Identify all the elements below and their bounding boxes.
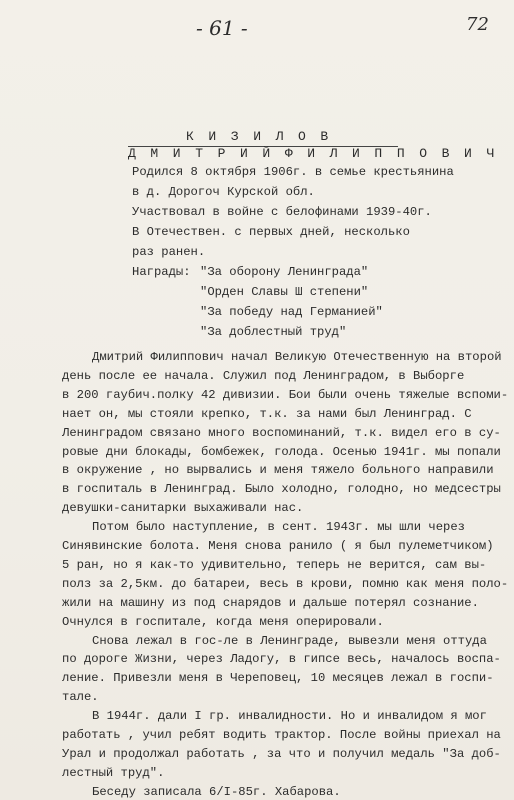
body-line: в 200 гаубич.полку 42 дивизии. Бои были очень тяжелые вспоми- [62,387,509,402]
award-item: "Орден Славы Ш степени" [200,285,369,299]
body-line: Потом было наступление, в сент. 1943г. мы шли через [92,520,465,535]
award-item: "За доблестный труд" [200,325,347,339]
body-line: Урал и продолжал работать , за что и получил медаль "За доб- [62,746,501,761]
body-line: по дороге Жизни, через Ладогу, в гипсе весь, началось воспа- [62,652,501,667]
award-item: "За победу над Германией" [200,305,383,319]
body-line: в окружение , но вырвались и меня тяжело больного направили [62,463,494,478]
body-line: ление. Привезли меня в Череповец, 10 месяцев лежал в госпи- [62,671,494,686]
body-line: девушки-санитарки выхаживали нас. [62,501,304,516]
surname-heading: К И З И Л О В [186,129,332,144]
body-line: Дмитрий Филиппович начал Великую Отечественную на второй [92,350,502,364]
body-line: Очнулся в госпитале, когда меня оперировали. [62,614,384,629]
body-line: нает он, мы стояли крепко, т.к. за нами был Ленинград. С [62,406,472,421]
body-line: Снова лежал в гос-ле в Ленинграде, вывезли меня оттуда [92,633,487,648]
body-line: Ленинградом связано много воспоминаний, т.к. видел его в су- [62,425,501,440]
bio-line-5: раз ранен. [132,245,206,259]
archive-number: 72 [466,14,489,35]
body-line: Синявинские болота. Меня снова ранило ( я был пулеметчиком) [62,539,494,553]
page-number: - 61 - [196,16,248,40]
body-line: в госпиталь в Ленинград. Было холодно, голодно, но медсестры [62,482,501,497]
body-line: тале. [62,690,99,705]
bio-line-3: Участвовал в войне с белофинами 1939-40г. [132,205,432,219]
award-item: "За оборону Ленинграда" [200,265,369,279]
body-line: день после ее начала. Служил под Ленинградом, в Выборге [62,368,465,383]
signature-line: Беседу записала 6/I-85г. Хабарова. [92,784,341,799]
body-line: работать , учил ребят водить трактор. После войны приехал на [62,728,501,742]
awards-label: Награды: [132,265,191,279]
bio-line-2: в д. Дорогоч Курской обл. [132,185,315,199]
body-line: 5 ран, но я как-то удивительно, теперь не верится, сам вы- [62,557,487,572]
body-line: ровые дни блокады, бомбежек, голода. Осенью 1941г. мы попали [62,444,501,459]
body-line: жили на машину из под снарядов и дальше потерял сознание. [62,595,479,610]
name-patronymic-heading: Д М И Т Р И Й Ф И Л И П П О В И Ч [128,146,498,161]
bio-line-4: В Отечествен. с первых дней, несколько [132,225,410,239]
body-line: лестный труд". [62,765,165,780]
body-line: В 1944г. дали I гр. инвалидности. Но и инвалидом я мог [92,709,487,724]
bio-line-1: Родился 8 октября 1906г. в семье крестьянина [132,165,454,179]
body-line: полз за 2,5км. до батареи, весь в крови, помню как меня поло- [62,576,509,591]
